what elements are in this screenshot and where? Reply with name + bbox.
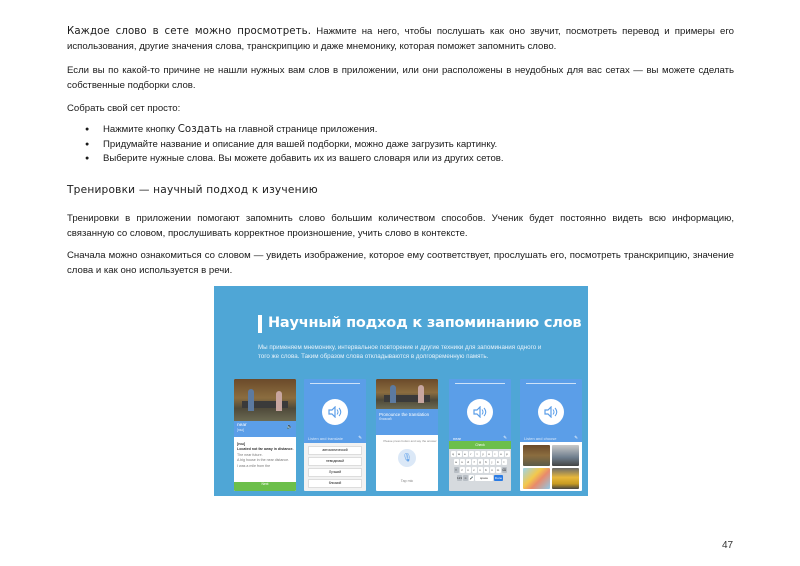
paragraph-build-set: Собрать свой сет просто: <box>67 103 181 114</box>
answer-option[interactable]: автоматический <box>308 446 362 455</box>
image-option-map[interactable] <box>523 468 550 489</box>
bullet-item: ● Придумайте название и описание для вашей подборки, можно даже загрузить картинку. <box>67 138 504 153</box>
paragraph-text: Нажмите на него, чтобы послушать как оно звучит, посмотреть перевод и примеры его использования, другие значения слова, транскрипцию и даже мнемонику, которая поможет запомнить слово. <box>67 26 734 52</box>
figure-description: Мы применяем мнемонику, интервальное повторение и другие техники для запоминания одного и того же слова. Таким образом слова откладываются в долговременную память. <box>258 344 542 360</box>
image-choices <box>523 445 579 489</box>
answer-option[interactable]: невидимый <box>308 457 362 466</box>
space-key: space <box>475 475 493 482</box>
definition-area: [nɪə] Located not far away in distance. The near future. A big house in the near distance. I was a mile from the Next <box>234 439 296 491</box>
done-key: Done <box>494 475 503 480</box>
answer-option[interactable]: Лучший <box>308 468 362 477</box>
next-button[interactable]: Next <box>234 482 296 491</box>
play-audio-button[interactable] <box>538 399 564 425</box>
screen-listen-type <box>449 379 511 491</box>
word-band <box>234 421 296 437</box>
pronounce-title: Pronounce the translation <box>379 412 430 417</box>
microphone-icon: 🎙 <box>401 453 413 462</box>
image-option-room[interactable] <box>552 445 579 466</box>
screen-pronounce: Pronounce the translation близкий Please press button and say the answer 🎙 Tap mic <box>376 379 438 491</box>
paragraph-first-look: Сначала можно ознакомиться со словом — увидеть изображение, которое ему соответствует, прослушать его, посмотреть транскрипцию, значение слова и как оно используется в речи. <box>67 250 734 276</box>
figure-title: Научный подход к запоминанию слов <box>268 315 582 331</box>
paragraph-custom-sets: Если вы по какой-то причине не нашли нужных вам слов в приложении, или они расположены в неудобных для вас сетах — вы можете сделать собственные подборки слов. <box>67 65 734 91</box>
bullet-item: ● Нажмите кнопку Создать на главной странице приложения. <box>67 123 504 138</box>
promo-figure <box>214 286 588 496</box>
paragraph-view-words <box>67 24 734 54</box>
word-photo <box>376 379 438 409</box>
screen-caption: Listen and choose <box>524 436 557 441</box>
paragraph-trainings: Тренировки в приложении помогают запомнить слово большим количеством способов. Ученик будет постоянно видеть всю информацию, связанную со словом, прослушивать корректное произношение, учить слово в контексте. <box>67 213 734 239</box>
pencil-icon[interactable]: ✎ <box>358 435 362 440</box>
screen-listen-choose <box>520 379 582 491</box>
section-heading: Тренировки — научный подход к изучению <box>67 184 318 196</box>
screen-word-card <box>234 379 296 491</box>
create-button-name: Создать <box>177 124 223 135</box>
speaker-icon <box>473 406 487 418</box>
check-button[interactable]: Check <box>449 441 511 449</box>
screen-caption: Listen and translate <box>308 436 343 441</box>
onscreen-keyboard[interactable]: q w e r t y u i o p a s d f g h j k l ⇧ z x c v b n m ⌫ 123 ☺ 🎤 space Done <box>449 449 511 491</box>
image-option-bus[interactable] <box>552 468 579 489</box>
play-audio-button[interactable] <box>322 399 348 425</box>
progress-bar <box>310 383 360 384</box>
image-option-bench[interactable] <box>523 445 550 466</box>
word-label: near <box>237 423 247 428</box>
word-photo <box>234 379 296 421</box>
word-transcription: [nɪə] <box>237 428 244 432</box>
speaker-icon <box>544 406 558 418</box>
answer-option[interactable]: близкий <box>308 479 362 488</box>
styled-lead: Каждое слово в сете можно просмотреть. <box>67 26 312 37</box>
play-audio-button[interactable] <box>467 399 493 425</box>
pencil-icon[interactable]: ✎ <box>503 435 507 440</box>
screen-listen-translate <box>304 379 366 491</box>
page-number: 47 <box>722 540 734 551</box>
microphone-button[interactable] <box>398 449 416 467</box>
typed-answer[interactable]: near <box>453 436 462 441</box>
bullet-list <box>67 123 504 167</box>
bullet-item: ● Выберите нужные слова. Вы можете добавить их из вашего словаря или из других сетов. <box>67 152 504 167</box>
pencil-icon[interactable]: ✎ <box>574 435 578 440</box>
speaker-icon <box>328 406 342 418</box>
speaker-icon[interactable]: 🔈 <box>286 424 293 430</box>
